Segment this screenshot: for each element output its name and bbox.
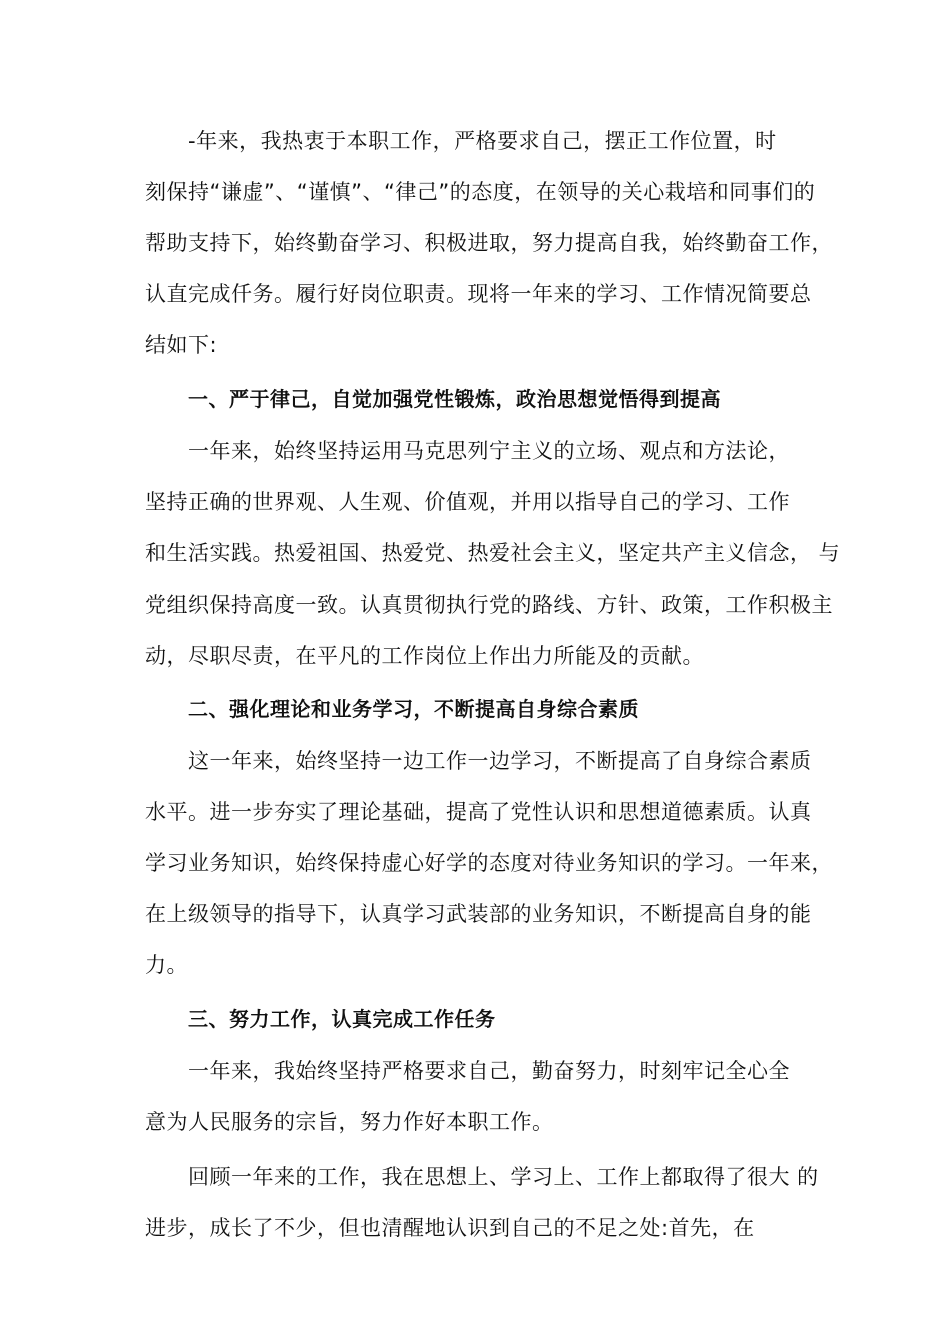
paragraph-line: 在上级领导的指导下，认真学习武装部的业务知识，不断提高自身的能 [145, 902, 812, 926]
paragraph-line: -年来，我热衷于本职工作，严格要求自己，摆正工作位置，时 [188, 129, 777, 153]
paragraph-line: 一年来，我始终坚持严格要求自己，勤奋努力，时刻牢记全心全 [188, 1059, 790, 1083]
paragraph-line: 进步，成长了不少，但也清醒地认识到自己的不足之处:首先，在 [145, 1216, 755, 1240]
paragraph-line: 结如下: [145, 333, 218, 357]
paragraph-line: 回顾一年来的工作，我在思想上、学习上、工作上都取得了很大 的 [188, 1165, 819, 1189]
paragraph-line: 水平。进一步夯实了理论基础，提高了党性认识和思想道德素质。认真 [145, 800, 812, 824]
paragraph-line: 坚持正确的世界观、人生观、价值观，并用以指导自己的学习、工作 [145, 490, 790, 514]
section-heading-2: 二、强化理论和业务学习，不断提高自身综合素质 [188, 697, 639, 721]
paragraph-line: 刻保持“谦虚”、“谨慎”、“律己”的态度，在领导的关心栽培和同事们的 [145, 180, 816, 204]
paragraph-line: 一年来，始终坚持运用马克思列宁主义的立场、观点和方法论， [188, 439, 790, 463]
paragraph-line: 动，尽职尽责，在平凡的工作岗位上作出力所能及的贡献。 [145, 644, 704, 668]
paragraph-line: 这一年来，始终坚持一边工作一边学习，不断提高了自身综合素质 [188, 749, 812, 773]
paragraph-line: 认直完成仟务。履行好岗位职责。现将一年来的学习、工作情况简要总 [145, 282, 812, 306]
paragraph-line: 力。 [145, 953, 188, 977]
paragraph-line: 党组织保持高度一致。认真贯彻执行党的路线、方针、政策，工作积极主 [145, 593, 833, 617]
paragraph-line: 意为人民服务的宗旨，努力作好本职工作。 [145, 1110, 554, 1134]
section-heading-1: 一、严于律己，自觉加强党性锻炼，政治思想觉悟得到提高 [188, 387, 721, 411]
paragraph-line: 学习业务知识，始终保持虚心好学的态度对待业务知识的学习。一年来， [145, 851, 833, 875]
section-heading-3: 三、努力工作，认真完成工作任务 [188, 1007, 496, 1031]
paragraph-line: 帮助支持下，始终勤奋学习、积极进取，努力提高自我，始终勤奋工作， [145, 231, 833, 255]
paragraph-line: 和生活实践。热爱祖国、热爱党、热爱社会主义，坚定共产主义信念， 与 [145, 541, 841, 565]
